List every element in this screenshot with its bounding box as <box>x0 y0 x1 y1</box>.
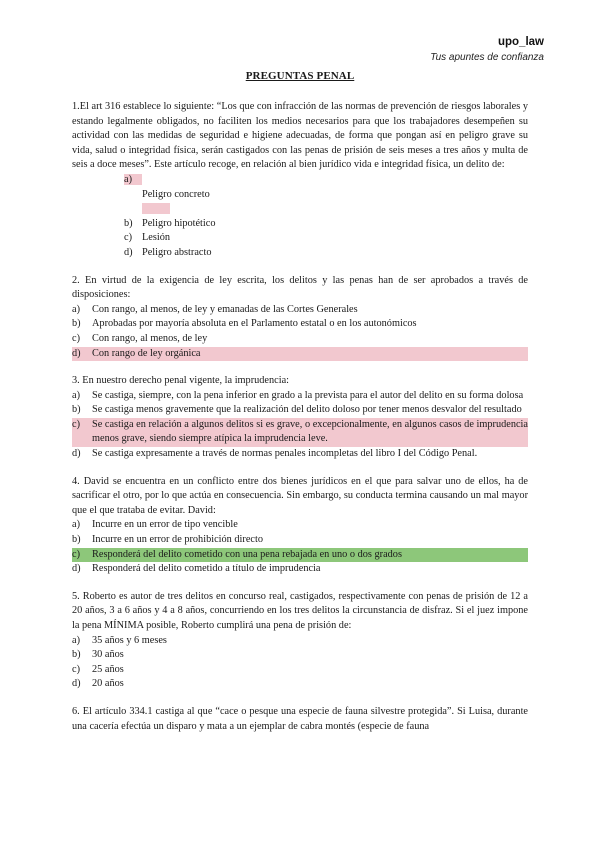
option-letter: b) <box>72 534 81 546</box>
answer-options <box>72 389 528 462</box>
answer-option <box>72 303 528 318</box>
option-letter: d) <box>124 246 133 258</box>
option-letter: a) <box>72 389 80 401</box>
answer-option <box>72 231 528 246</box>
answer-option <box>72 246 528 261</box>
answer-option <box>72 217 528 232</box>
option-text: 20 años <box>92 678 124 690</box>
answer-option <box>72 389 528 404</box>
answer-option <box>72 548 528 563</box>
option-letter: b) <box>72 404 81 416</box>
option-text: Responderá del delito cometido a título de imprudencia <box>92 563 321 575</box>
option-text: 30 años <box>92 649 124 661</box>
answer-option <box>72 447 528 462</box>
option-text: Se castiga expresamente a través de normas penales incompletas del libro I del Código Penal. <box>92 448 478 460</box>
question-4 <box>72 475 528 577</box>
answer-option <box>72 403 528 418</box>
answer-option <box>72 533 528 548</box>
question-stem: 4. David se encuentra en un conflicto entre dos bienes jurídicos en el que para salvar uno de ellos, ha de sacrificar el otro, por lo que actúa en consecuencia. Sin embargo, su conducta termina causando un mal mayor que el que trataba de evitar. David: <box>72 475 528 516</box>
answer-options <box>72 634 528 692</box>
brand-header <box>430 36 544 63</box>
option-text: Con rango, al menos, de ley <box>92 332 208 344</box>
option-letter: a) <box>72 634 80 646</box>
option-text: 25 años <box>92 663 124 675</box>
option-text: Lesión <box>142 232 171 244</box>
option-text: Con rango, al menos, de ley y emanadas de las Cortes Generales <box>92 303 358 315</box>
question-stem: 3. En nuestro derecho penal vigente, la imprudencia: <box>72 375 290 387</box>
answer-option <box>72 518 528 533</box>
option-text: Incurre en un error de prohibición directo <box>92 534 263 546</box>
answer-option <box>72 347 528 362</box>
questions-list <box>72 100 528 747</box>
option-text: Peligro concreto <box>142 188 210 200</box>
brand-name: upo_law <box>497 36 544 48</box>
option-text: Peligro hipotético <box>142 217 216 229</box>
option-letter: a) <box>72 519 80 531</box>
option-text: Responderá del delito cometido con una pena rebajada en uno o dos grados <box>92 548 402 560</box>
question-stem: 5. Roberto es autor de tres delitos en concurso real, castigados, respectivamente con penas de prisión de 12 a 20 años, 3 a 6 años y 4 a 8 años, concurriendo en los tres delitos la circunstancia de disfraz. Si el juez impone la pena MÍNIMA posible, Roberto cumplirá una pena de prisión de: <box>72 590 528 631</box>
option-letter: c) <box>72 332 80 344</box>
question-stem: 6. El artículo 334.1 castiga al que “cace o pesque una especie de fauna silvestre protegida”. Si Luisa, durante una cacería efectúa un disparo y mata a un ejemplar de cabra montés (especie de fauna <box>72 705 528 732</box>
answer-option <box>72 663 528 678</box>
option-letter: b) <box>72 318 81 330</box>
option-text: Aprobadas por mayoría absoluta en el Parlamento estatal o en los autonómicos <box>92 318 417 330</box>
question-6 <box>72 705 528 734</box>
question-1 <box>72 100 528 261</box>
answer-option <box>72 418 528 447</box>
option-letter: d) <box>72 448 81 460</box>
answer-option <box>72 677 528 692</box>
option-text: 35 años y 6 meses <box>92 634 167 646</box>
option-text: Peligro abstracto <box>142 246 212 258</box>
brand-tagline: Tus apuntes de confianza <box>430 52 544 63</box>
question-3 <box>72 374 528 462</box>
option-text: Se castiga, siempre, con la pena inferior en grado a la prevista para el autor del delito en su forma dolosa <box>92 389 524 401</box>
option-letter: c) <box>72 548 80 560</box>
option-letter: d) <box>72 678 81 690</box>
answer-options <box>72 303 528 361</box>
answer-option <box>72 562 528 577</box>
option-text: Se castiga en relación a algunos delitos si es grave, o excepcionalmente, en algunos casos de imprudencia menos grave, siendo siempre atípica la imprudencia leve. <box>92 418 528 445</box>
answer-option <box>72 634 528 649</box>
page-title: PREGUNTAS PENAL <box>245 70 355 82</box>
answer-option <box>72 173 528 217</box>
option-letter: a) <box>72 303 80 315</box>
option-letter: c) <box>72 663 80 675</box>
question-stem: 2. En virtud de la exigencia de ley escrita, los delitos y las penas han de ser aprobados a través de disposiciones: <box>72 274 528 301</box>
option-text: Incurre en un error de tipo vencible <box>92 519 238 531</box>
option-text: Con rango de ley orgánica <box>92 347 201 359</box>
option-letter: a) <box>124 173 132 185</box>
answer-option <box>72 332 528 347</box>
option-text: Se castiga menos gravemente que la realización del delito doloso por tener menos desvalor del resultado <box>92 404 522 416</box>
answer-option <box>72 648 528 663</box>
answer-options <box>72 173 528 261</box>
option-letter: d) <box>72 563 81 575</box>
option-letter: b) <box>124 217 133 229</box>
answer-options <box>72 518 528 576</box>
answer-option <box>72 317 528 332</box>
option-letter: c) <box>124 232 132 244</box>
question-stem: 1.El art 316 establece lo siguiente: “Los que con infracción de las normas de prevención de riesgos laborales y estando legalmente obligados, no faciliten los medios necesarios para que los trabajadores desempeñen su actividad con las medidas de seguridad e higiene adecuadas, de forma que pongan así en peligro grave su vida, salud o integridad física, serán castigados con las penas de prisión de seis meses a tres años y multa de seis a doce meses”. Este artículo recoge, en relación al bien jurídico vida e integridad física, un delito de: <box>72 101 528 171</box>
option-letter: c) <box>72 418 80 430</box>
question-5 <box>72 590 528 692</box>
question-2 <box>72 274 528 362</box>
option-letter: d) <box>72 347 81 359</box>
option-letter: b) <box>72 649 81 661</box>
